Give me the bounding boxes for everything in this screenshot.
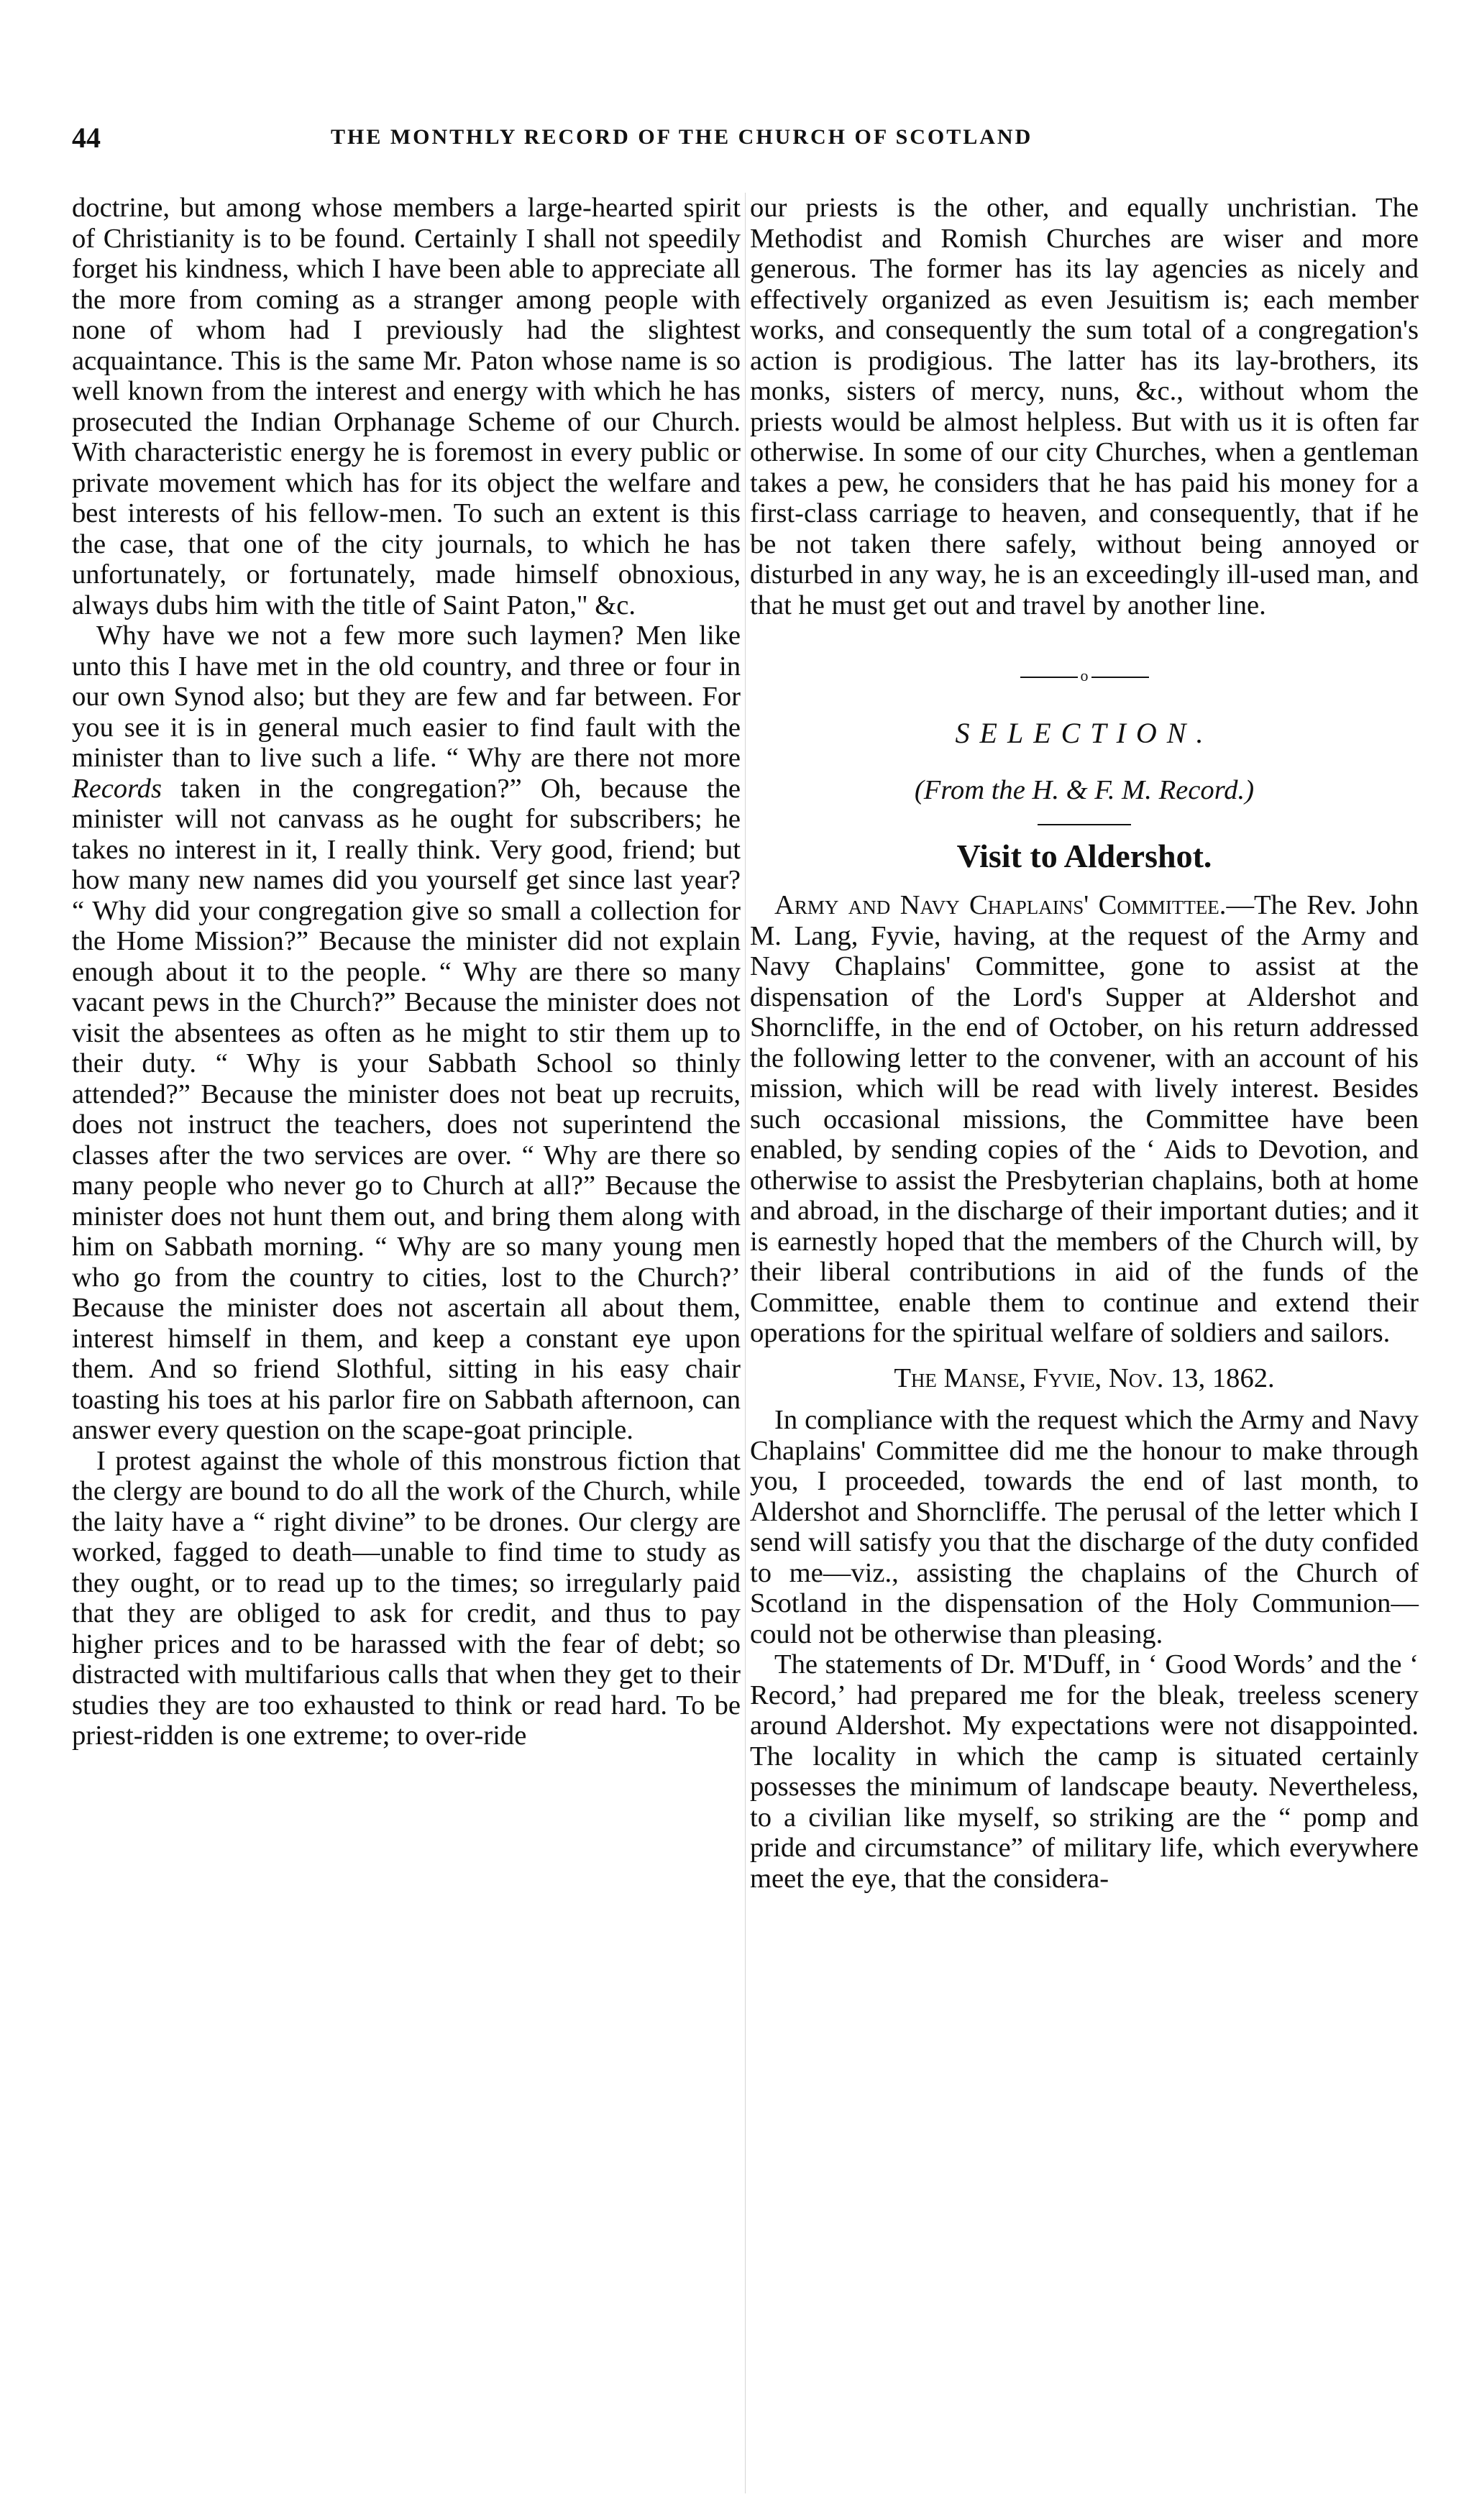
title-rule (1038, 824, 1131, 825)
right-column (750, 193, 1419, 1894)
right-paragraph-2 (750, 890, 1419, 1349)
committee-heading: Army and Navy Chaplains' Committee. (774, 890, 1227, 920)
section-ornament (750, 668, 1419, 684)
right-paragraph-1: our priests is the other, and equally unchristian. The Methodist and Romish Churches are wiser and more generous. The former has its lay agencies as nicely and effectively organized as even Jesuitism is; each member works, and consequently the sum total of a congregation's action is prodigious. The latter has its lay-brothers, its monks, sisters of mercy, nuns, &c., without whom the priests would be almost helpless. But with us it is often far otherwise. In some of our city Churches, when a gentleman takes a pew, he considers that he has paid his money for a first-class carriage to heaven, and consequently, that if he be not taken there safely, without being annoyed or disturbed in any way, he is an exceedingly ill-used man, and that he must get out and travel by another line. (750, 193, 1419, 620)
column-divider (745, 193, 746, 2493)
right-paragraph-2-body: —The Rev. John M. Lang, Fyvie, having, at the request of the Army and Navy Chaplains' Committee, gone to assist at the dispensation of the Lord's Supper at Aldershot and Shorncliffe, in the end of October, on his return addressed the following letter to the convener, with an account of his mission, which will be read with lively interest. Besides such occasional missions, the Committee have been enabled, by sending copies of the ‘ Aids to Devotion, and otherwise to assist the Presbyterian chaplains, both at home and abroad, in the discharge of their important duties; and it is earnestly hoped that the members of the Church will, by their liberal contributions in aid of the funds of the Committee, enable them to continue and extend their operations for the spiritual welfare of soldiers and sailors. (750, 890, 1419, 1348)
left-paragraph-3: I protest against the whole of this monstrous fiction that the clergy are bound to do all the work of the Church, while the laity have a “ right divine” to be drones. Our clergy are worked, fagged to death—unable to find time to study as they ought, or to read up to the times; so irregularly paid that they are obliged to ask for credit, and thus to pay higher prices and to be harassed with the fear of debt; so distracted with multifarious calls that when they get to their studies they are too exhausted to think or read hard. To be priest-ridden is one extreme; to over-ride (72, 1445, 741, 1751)
left-paragraph-1: doctrine, but among whose members a large-hearted spirit of Christianity is to be found. Certainly I shall not speedily forget his kindness, which I have been able to appreciate all the more from coming as a stranger among people with none of whom had I previously had the slightest acquaintance. This is the same Mr. Paton whose name is so well known from the interest and energy with which he has prosecuted the Indian Orphanage Scheme of our Church. With characteristic energy he is foremost in every public or private movement which has for its object the welfare and best interests of his fellow-men. To such an extent is this the case, that one of the city journals, to which he has unfortunately, or fortunately, made himself obnoxious, always dubs him with the title of Saint Paton," &c. (72, 193, 741, 620)
article-title: Visit to Aldershot. (956, 838, 1212, 874)
right-paragraph-3: In compliance with the request which the Army and Navy Chaplains' Committee did me the honour to make through you, I proceeded, towards the end of last month, to Aldershot and Shorncliffe. The perusal of the letter which I send will satisfy you that the discharge of the duty confided to me—viz., assisting the chaplains of the Church of Scotland in the dispensation of the Holy Communion—could not be otherwise than pleasing. (750, 1405, 1419, 1649)
running-title: THE MONTHLY RECORD OF THE CHURCH OF SCOTLAND (331, 125, 1033, 149)
left-paragraph-2 (72, 620, 741, 1446)
selection-title: SELECTION. (955, 717, 1214, 749)
left-column (72, 193, 741, 1751)
source-line: (From the H. & F. M. Record.) (914, 774, 1255, 805)
records-italic: Records (72, 773, 162, 804)
ornament-rule-left (1020, 677, 1078, 678)
ornament-rule-right (1091, 677, 1149, 678)
ornament-mark: o (1080, 666, 1089, 684)
page-number: 44 (72, 122, 101, 154)
right-paragraph-4: The statements of Dr. M'Duff, in ‘ Good Words’ and the ‘ Record,’ had prepared me for the bleak, treeless scenery around Aldershot. My expectations were not disappointed. The locality in which the camp is situated certainly possesses the minimum of landscape beauty. Nevertheless, to a civilian like myself, so striking are the “ pomp and pride and circumstance” of military life, which everywhere meet the eye, that the considera- (750, 1649, 1419, 1894)
page-header (72, 121, 1424, 164)
left-paragraph-2-part-b: taken in the congregation?” Oh, because the minister will not canvass as he ought for subscribers; he takes no interest in it, I really think. Very good, friend; but how many new names did you yourself get since last year? “ Why did your congregation give so small a collection for the Home Mission?” Because the minister did not explain enough about it to the people. “ Why are there so many vacant pews in the Church?” Because the minister does not visit the absentees as often as he might to stir them up to their duty. “ Why is your Sabbath School so thinly attended?” Because the minister does not beat up recruits, does not instruct the teachers, does not superintend the classes after the two services are over. “ Why are there so many people who never go to Church at all?” Because the minister does not hunt them out, and bring them along with him on Sabbath morning. “ Why are so many young men who go from the country to cities, lost to the Church?’ Because the minister does not ascertain all about them, interest himself in them, and keep a constant eye upon them. And so friend Slothful, sitting in his easy chair toasting his toes at his parlor fire on Sabbath afternoon, can answer every question on the scape-goat principle. (72, 773, 741, 1445)
letter-dateline: The Manse, Fyvie, Nov. 13, 1862. (894, 1362, 1275, 1393)
left-paragraph-2-part-a: Why have we not a few more such laymen? Men like unto this I have met in the old country, and three or four in our own Synod also; but they are few and far between. For you see it is in general much easier to find fault with the minister than to live such a life. “ Why are there not more (72, 620, 741, 773)
